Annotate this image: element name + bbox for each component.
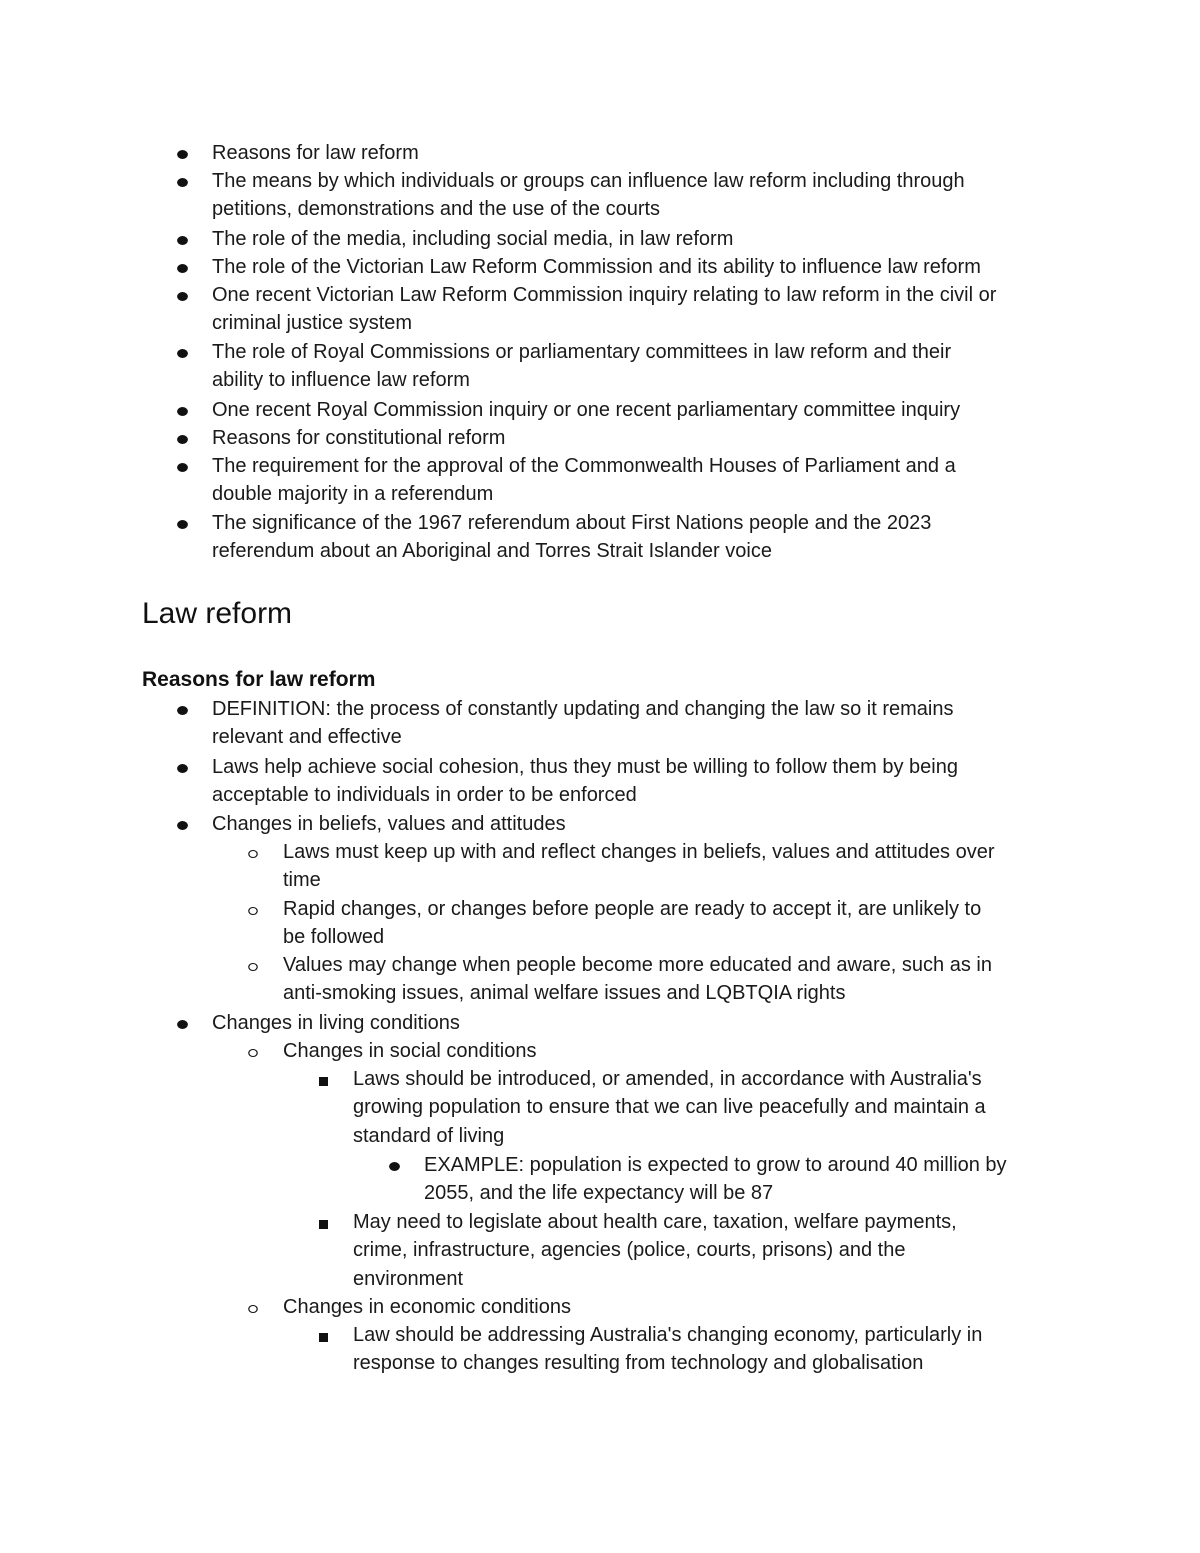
bullet-circle-icon [248,907,258,915]
list-item: Changes in living conditions [212,1012,460,1034]
list-item: Changes in social conditions [283,1040,537,1062]
bullet-disc-icon [177,150,188,159]
bullet-disc-icon [389,1162,400,1171]
bullet-disc-icon [177,292,188,301]
bullet-disc-icon [177,706,188,715]
list-item: Law should be addressing Australia's changing economy, particularly in response to changes resulting from technology and globalisation [353,1324,983,1375]
list-item: The role of the media, including social media, in law reform [212,228,734,250]
list-item: Laws must keep up with and reflect changes in beliefs, values and attitudes over time [283,841,995,892]
bullet-disc-icon [177,435,188,444]
bullet-disc-icon [177,520,188,529]
bullet-circle-icon [248,1049,258,1057]
list-item: One recent Royal Commission inquiry or one recent parliamentary committee inquiry [212,399,961,421]
bullet-disc-icon [177,236,188,245]
list-item: Values may change when people become more educated and aware, such as in anti-smoking issues, animal welfare issues and LQBTQIA rights [283,954,992,1005]
list-item: The means by which individuals or groups can influence law reform including through petitions, demonstrations and the use of the courts [212,170,965,221]
bullet-circle-icon [248,850,258,858]
bullet-square-icon [319,1077,328,1086]
list-item: Rapid changes, or changes before people are ready to accept it, are unlikely to be followed [283,898,982,949]
bullet-disc-icon [177,463,188,472]
list-item: Laws help achieve social cohesion, thus they must be willing to follow them by being acceptable to individuals in order to be enforced [212,756,958,807]
bullet-disc-icon [177,764,188,773]
list-item: The role of Royal Commissions or parliamentary committees in law reform and their ability to influence law reform [212,341,952,392]
section-heading: Law reform [142,597,293,630]
bullet-disc-icon [177,264,188,273]
list-item: EXAMPLE: population is expected to grow to around 40 million by 2055, and the life expectancy will be 87 [424,1154,1007,1205]
list-item: Changes in economic conditions [283,1296,571,1318]
subsection-heading: Reasons for law reform [142,668,376,691]
bullet-disc-icon [177,1020,188,1029]
bullet-square-icon [319,1333,328,1342]
list-item: The significance of the 1967 referendum about First Nations people and the 2023 referendum about an Aboriginal and Torres Strait Islander voice [212,512,932,563]
bullet-circle-icon [248,963,258,971]
list-item: May need to legislate about health care, taxation, welfare payments, crime, infrastructure, agencies (police, courts, prisons) and the environment [353,1211,957,1290]
list-item: One recent Victorian Law Reform Commission inquiry relating to law reform in the civil or criminal justice system [212,284,997,335]
list-item: DEFINITION: the process of constantly updating and changing the law so it remains relevant and effective [212,698,954,749]
bullet-square-icon [319,1220,328,1229]
list-item: Reasons for constitutional reform [212,427,506,449]
bullet-disc-icon [177,821,188,830]
bullet-circle-icon [248,1305,258,1313]
bullet-disc-icon [177,178,188,187]
list-item: Reasons for law reform [212,142,419,164]
list-item: The role of the Victorian Law Reform Commission and its ability to influence law reform [212,256,981,278]
list-item: The requirement for the approval of the Commonwealth Houses of Parliament and a double majority in a referendum [212,455,956,506]
bullet-disc-icon [177,407,188,416]
list-item: Laws should be introduced, or amended, in accordance with Australia's growing population to ensure that we can live peacefully and maintain a standard of living [353,1068,986,1147]
bullet-disc-icon [177,349,188,358]
list-item: Changes in beliefs, values and attitudes [212,813,566,835]
